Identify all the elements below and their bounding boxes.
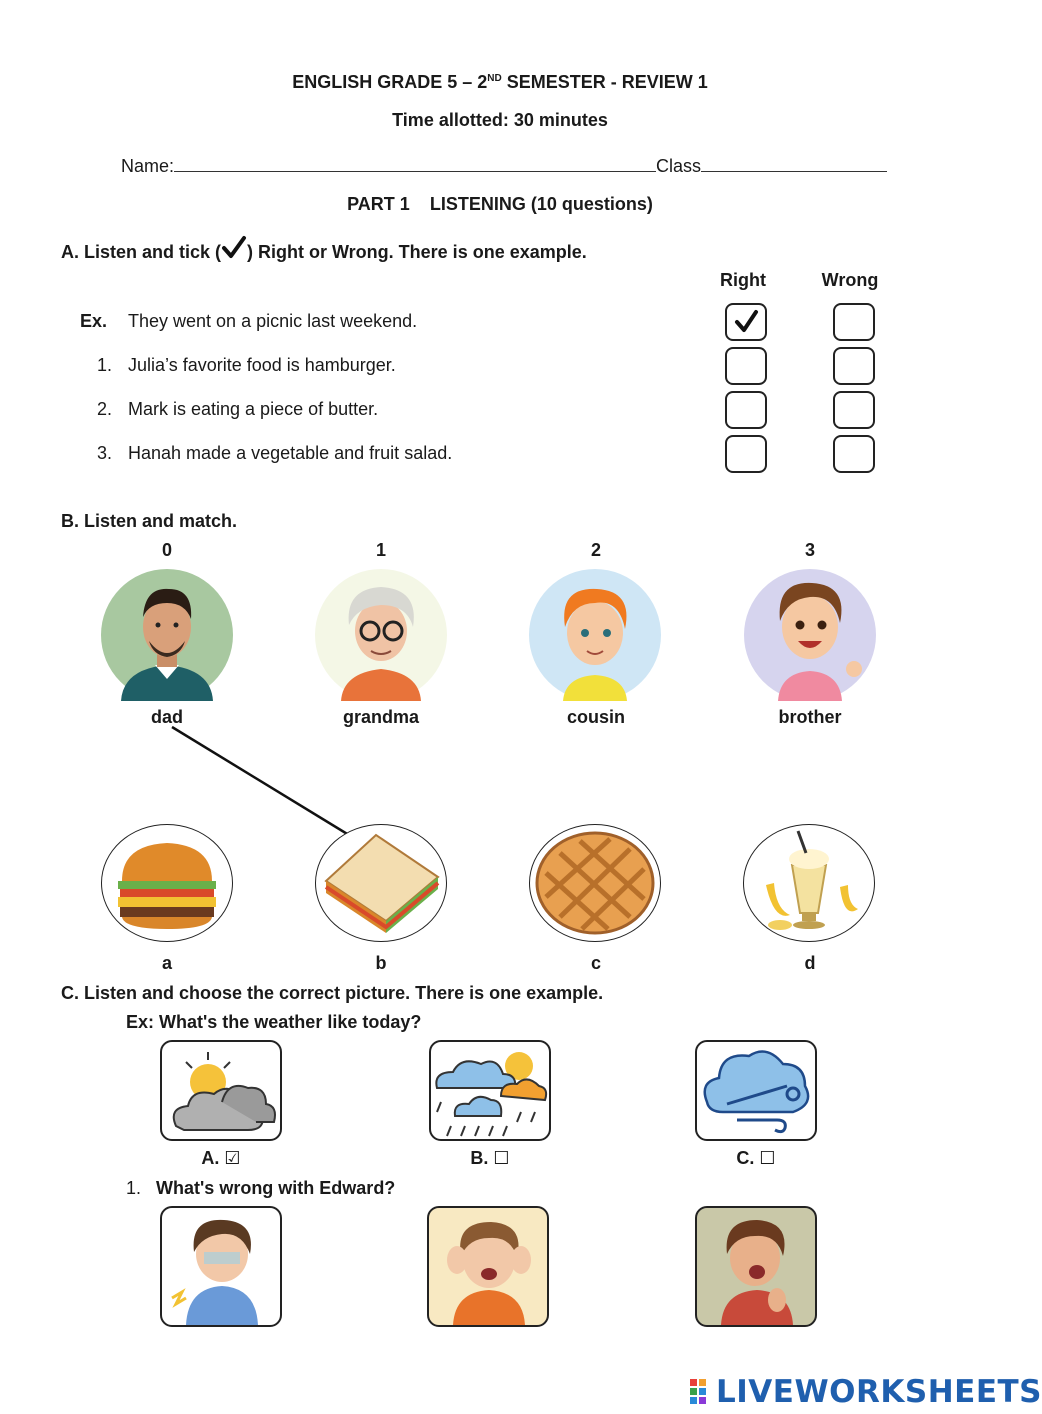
right-column-label: Right (720, 270, 766, 290)
logo-text: LIVEWORKSHEETS (716, 1374, 1042, 1410)
illness-option-c[interactable] (695, 1206, 817, 1327)
wrong-column-label: Wrong (821, 270, 879, 290)
person-label: grandma (342, 707, 420, 727)
name-class-line (121, 156, 887, 177)
row-number: Ex. (80, 311, 108, 331)
row-number: 2. (96, 399, 112, 419)
partly-cloudy-icon (162, 1042, 280, 1139)
class-field[interactable] (701, 157, 887, 172)
tick-row-example (0, 303, 1000, 343)
tick-row-3 (0, 435, 1000, 475)
milkshake-picture[interactable] (743, 824, 875, 942)
weather-option-c[interactable] (695, 1040, 817, 1141)
section-a-heading: A. Listen and tick ( ) Right or Wrong. There is one example. (61, 236, 587, 263)
grandma-portrait-icon (315, 569, 447, 701)
right-checkbox[interactable] (725, 347, 767, 385)
smiling-boy-icon (744, 569, 876, 701)
row-statement: They went on a picnic last weekend. (128, 311, 418, 331)
person-label: dad (150, 707, 183, 727)
tick-row-2 (0, 391, 1000, 431)
burger-picture[interactable] (101, 824, 233, 942)
pie-icon (530, 825, 660, 941)
windy-icon (697, 1042, 815, 1139)
check-mark-icon (727, 305, 765, 339)
stomachache-icon (162, 1208, 280, 1325)
person-number: 0 (161, 540, 172, 560)
person-number: 1 (375, 540, 386, 560)
row-number: 3. (96, 443, 112, 463)
rainy-icon (431, 1042, 549, 1139)
brother-picture[interactable] (744, 569, 876, 701)
person-label: brother (778, 707, 842, 727)
right-checkbox[interactable] (725, 391, 767, 429)
man-portrait-icon (101, 569, 233, 701)
illness-option-a[interactable] (160, 1206, 282, 1327)
cousin-picture[interactable] (529, 569, 661, 701)
sore-throat-icon (697, 1208, 815, 1325)
headache-icon (429, 1208, 547, 1325)
grandma-picture[interactable] (315, 569, 447, 701)
person-number: 2 (590, 540, 601, 560)
option-a-label: A. ☑ (201, 1148, 241, 1168)
section-b-heading: B. Listen and match. (61, 511, 238, 531)
tick-row-1 (0, 347, 1000, 387)
question-text: What's wrong with Edward? (156, 1178, 396, 1198)
wrong-checkbox[interactable] (833, 303, 875, 341)
example-question: Ex: What's the weather like today? (126, 1012, 422, 1032)
food-letter: b (375, 953, 387, 973)
section-c-heading: C. Listen and choose the correct picture. There is one example. (61, 983, 604, 1003)
food-letter: d (804, 953, 816, 973)
liveworksheets-logo[interactable] (690, 1374, 1042, 1410)
name-field[interactable] (174, 157, 656, 172)
worksheet-title: ENGLISH GRADE 5 – 2ND SEMESTER - REVIEW 1 (292, 72, 708, 92)
sandwich-picture[interactable] (315, 824, 447, 942)
weather-option-b[interactable] (429, 1040, 551, 1141)
part-heading: PART 1 LISTENING (10 questions) (347, 194, 653, 214)
row-statement: Hanah made a vegetable and fruit salad. (128, 443, 453, 463)
right-checkbox[interactable] (725, 303, 767, 341)
wrong-checkbox[interactable] (833, 391, 875, 429)
milkshake-icon (744, 825, 874, 941)
food-letter: a (161, 953, 172, 973)
option-b-label: B. ☐ (470, 1148, 510, 1168)
time-allotted: Time allotted: 30 minutes (392, 110, 608, 130)
person-label: cousin (566, 707, 625, 727)
pie-picture[interactable] (529, 824, 661, 942)
dad-picture[interactable] (101, 569, 233, 701)
question-1 (126, 1178, 395, 1199)
row-statement: Mark is eating a piece of butter. (128, 399, 379, 419)
liveworksheets-logo-icon (690, 1379, 716, 1405)
boy-portrait-icon (529, 569, 661, 701)
illness-option-b[interactable] (427, 1206, 549, 1327)
class-label: Class (656, 156, 702, 176)
food-letter: c (590, 953, 601, 973)
wrong-checkbox[interactable] (833, 435, 875, 473)
weather-option-a[interactable] (160, 1040, 282, 1141)
right-checkbox[interactable] (725, 435, 767, 473)
wrong-checkbox[interactable] (833, 347, 875, 385)
row-statement: Julia’s favorite food is hamburger. (128, 355, 396, 375)
option-c-label: C. ☐ (736, 1148, 776, 1168)
sandwich-icon (316, 825, 446, 941)
row-number: 1. (96, 355, 112, 375)
tick-icon (221, 236, 247, 260)
question-number: 1. (126, 1178, 142, 1198)
name-label: Name: (121, 156, 175, 176)
burger-icon (102, 825, 232, 941)
person-number: 3 (804, 540, 815, 560)
